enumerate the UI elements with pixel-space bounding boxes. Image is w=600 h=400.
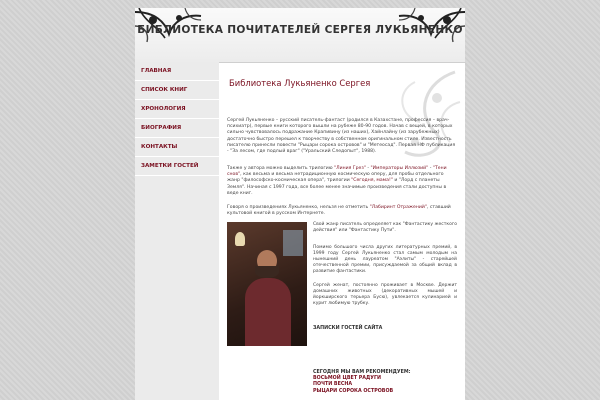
site-title: БИБЛИОТЕКА ПОЧИТАТЕЛЕЙ СЕРГЕЯ ЛУКЬЯНЕНКО xyxy=(137,24,463,36)
recommend-item-knights-forty-islands[interactable]: РЫЦАРИ СОРОКА ОСТРОВОВ xyxy=(313,388,394,394)
link-emperors-of-illusions[interactable]: "Императоры Иллюзий" xyxy=(370,166,429,171)
nav-item-home[interactable]: ГЛАВНАЯ xyxy=(135,62,219,81)
page-container xyxy=(135,8,465,400)
awards-paragraph: Помимо большого числа других литературных премий, в 1999 году Сергей Лукьяненко стал самым молодым на нынешний день лауреатом "Аэлиты" - старейшей отечественной премии, присуждаемой за общий вклад в развитие фантастики. xyxy=(313,245,457,275)
text-fragment: - xyxy=(365,166,371,171)
author-photo xyxy=(227,222,307,346)
recommend-title: СЕГОДНЯ МЫ ВАМ РЕКОМЕНДУЕМ: xyxy=(313,370,411,375)
nav-item-book-list[interactable]: СПИСОК КНИГ xyxy=(135,81,219,100)
link-shadows-of-dreams[interactable]: "Тени снов" xyxy=(227,166,447,178)
nav-item-guestbook[interactable]: ЗАМЕТКИ ГОСТЕЙ xyxy=(135,157,219,176)
personal-paragraph: Сергей женат, постоянно проживает в Москве. Держит домашних животных (декоративных мышей и йоркширского терьера Бусю), увлекается кулинарией и курит любимую трубку. xyxy=(313,283,457,307)
swirl-ornament-icon xyxy=(355,62,465,172)
text-fragment: , ставший культовой книгой в русском Интернете. xyxy=(227,205,451,217)
photo-window xyxy=(283,230,303,256)
link-line-of-dreams[interactable]: "Линия Грез" xyxy=(334,166,366,171)
photo-lamp xyxy=(235,232,245,246)
intro-paragraph: Сергей Лукьяненко – русский писатель-фантаст (родился в Казахстане, профессия – врач-психиатр), первые книги которого вышли на рубеже 80-90 годов. Начав с вещей, в которых сильно чувствовалось подражание Крапивину (из наших), Хайнлайну (из зарубежных) достаточно быстро перешел к творчеству в собственном оригинальном стиле. Известность писателю принесли повести "Рыцари сорока островов" и "Метеосад". Первая НФ публикация - "За лесом, где подлый враг" ("Уральский Следопыт", 1988). xyxy=(227,118,456,155)
guestbook-link[interactable]: ЗАПИСКИ ГОСТЕЙ САЙТА xyxy=(313,326,383,331)
trilogy-paragraph xyxy=(227,166,457,197)
photo-figure-beard xyxy=(255,266,279,278)
recommend-list xyxy=(313,376,393,395)
site-header xyxy=(135,8,465,63)
photo-figure-body xyxy=(245,278,291,346)
content-title: Библиотека Лукьяненко Сергея xyxy=(229,78,371,88)
text-fragment: и "Лорд с планеты Земля". Начиная с 1997 года, все более менее значимые произведения стали доступны в веде книг. xyxy=(227,178,447,196)
genre-paragraph: Свой жанр писатель определяет как "Фантастику жесткого действия" или "Фантастику Пути". xyxy=(313,222,457,234)
nav-item-chronology[interactable]: ХРОНОЛОГИЯ xyxy=(135,100,219,119)
main-content xyxy=(221,62,461,400)
text-fragment: Говоря о произведениях Лукьяненко, нельзя не отметить xyxy=(227,205,370,210)
sidebar-nav xyxy=(135,62,219,400)
text-fragment: , как весьма и весьма нетрадиционную космическую оперу, для пробы отдельного жанр "философско-космическая опера", трилогии xyxy=(227,172,444,184)
nav-item-contacts[interactable]: КОНТАКТЫ xyxy=(135,138,219,157)
text-fragment: Также у автора можно выделить трилогию xyxy=(227,166,335,171)
nav-item-biography[interactable]: БИОГРАФИЯ xyxy=(135,119,219,138)
link-today-mom[interactable]: "Сегодня, мама!" xyxy=(351,178,393,184)
link-labyrinth-of-reflections[interactable]: "Лабиринт Отражений" xyxy=(369,205,427,210)
labyrinth-paragraph xyxy=(227,205,457,217)
text-fragment: - xyxy=(428,166,433,171)
recommend-item-almost-spring[interactable]: ПОЧТИ ВЕСНА xyxy=(313,382,353,388)
recommend-item-eighth-color[interactable]: ВОСЬМОЙ ЦВЕТ РАДУГИ xyxy=(313,376,382,381)
